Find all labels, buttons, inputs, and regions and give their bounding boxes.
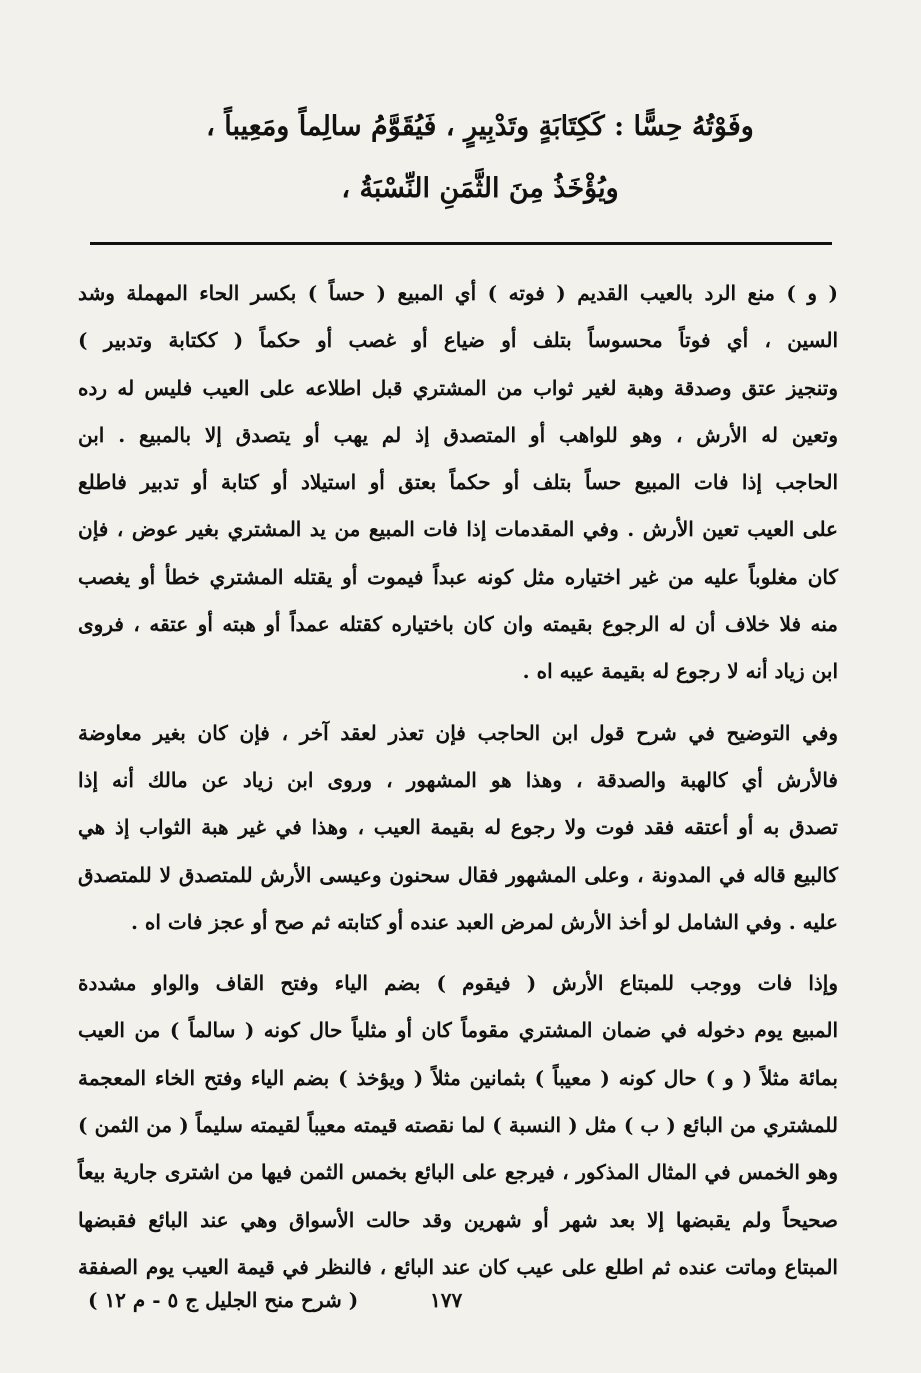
text-line: المبيع يوم دخوله في ضمان المشتري مقوماً كان أو مثلياً حال كونه ( سالماً ) من العيب xyxy=(78,1018,838,1043)
commentary-body xyxy=(78,270,838,1305)
commentary-paragraph-1 xyxy=(78,270,838,696)
text-line: السين ، أي فوتاً محسوساً بتلف أو ضياع أو غصب أو حكماً ( ككتابة وتدبير ) xyxy=(78,328,838,353)
matn-line-2: ويُؤْخَذُ مِنَ الثَّمَنِ النِّسْبَةُ ، xyxy=(341,173,619,204)
text-line: للمشتري من البائع ( ب ) مثل ( النسبة ) لما نقصته قيمته معيباً لقيمته سليماً ( من الثمن ) xyxy=(78,1113,838,1138)
page-number: ١٧٧ xyxy=(430,1288,463,1312)
text-line: الحاجب إذا فات المبيع حساً بتلف أو حكماً بعتق أو استيلاد أو كتابة أو تدبير فاطلع xyxy=(78,470,838,495)
text-line: تصدق به أو أعتقه فقد فوت ولا رجوع له بقيمة العيب ، وهذا في غير هبة الثواب إذ هي xyxy=(78,815,838,840)
text-line: ( و ) منع الرد بالعيب القديم ( فوته ) أي المبيع ( حساً ) بكسر الحاء المهملة وشد xyxy=(78,281,838,305)
page-footer xyxy=(0,1288,921,1318)
text-line: بمائة مثلاً ( و ) حال كونه ( معيباً ) بثمانين مثلاً ( ويؤخذ ) بضم الياء وفتح الخاء المعجمة xyxy=(78,1065,838,1090)
commentary-paragraph-2 xyxy=(78,710,838,946)
matn-line-1: وفَوْتُهُ حِسًّا : كَكِتَابَةٍ وتَدْبِيرٍ ، فَيُقَوَّمُ سالِماً ومَعِيباً ، xyxy=(206,111,754,142)
matn-heading xyxy=(120,96,840,220)
text-line: عليه . وفي الشامل لو أخذ الأرش لمرض العبد عنده أو كتابته ثم صح أو عجز فات اه . xyxy=(130,909,838,934)
text-line: منه فلا خلاف أن له الرجوع بقيمته وان كان باختياره كقتله عمداً أو هبته أو عتقه ، فروى xyxy=(78,612,838,637)
text-line: وفي التوضيح في شرح قول ابن الحاجب فإن تعذر لعقد آخر ، فإن كان بغير معاوضة xyxy=(78,720,838,745)
text-line: صحيحاً ولم يقبضها إلا بعد شهر أو شهرين وقد حالت الأسواق وهي عند البائع فقبضها xyxy=(78,1207,838,1232)
text-line: على العيب تعين الأرش . وفي المقدمات إذا فات المبيع من يد المشتري بغير عوض ، فإن xyxy=(78,517,838,542)
text-line: وهو الخمس في المثال المذكور ، فيرجع على البائع بخمس الثمن فيها من اشترى جارية بيعاً xyxy=(78,1160,838,1185)
separator-rule xyxy=(90,242,832,245)
text-line: ابن زياد أنه لا رجوع له بقيمة عيبه اه . xyxy=(522,659,838,684)
text-line: كالبيع قاله في المدونة ، وعلى المشهور فقال سحنون وعيسى الأرش للمتصدق لا للمتصدق xyxy=(78,862,838,887)
source-reference: ( شرح منح الجليل ج ٥ - م ١٢ ) xyxy=(88,1288,359,1312)
text-line: فالأرش أي كالهبة والصدقة ، وهذا هو المشهور ، وروى ابن زياد عن مالك أنه إذا xyxy=(78,767,838,792)
text-line: كان مغلوباً عليه من غير اختياره مثل كونه عبداً فيموت أو يقتله المشتري خطأ أو يغصب xyxy=(78,564,838,589)
commentary-paragraph-3 xyxy=(78,960,838,1291)
text-line: وتعين له الأرش ، وهو للواهب أو المتصدق إذ لم يهب أو يتصدق إلا بالمبيع . ابن xyxy=(78,422,838,447)
text-line: وتنجيز عتق وصدقة وهبة لغير ثواب من المشتري قبل اطلاعه على العيب فليس له رده xyxy=(78,375,838,400)
text-line: وإذا فات ووجب للمبتاع الأرش ( فيقوم ) بضم الياء وفتح القاف والواو مشددة xyxy=(78,971,838,996)
text-line: المبتاع وماتت عنده ثم اطلع على عيب كان عند البائع ، فالنظر في قيمة العيب يوم الصفقة xyxy=(78,1254,838,1279)
